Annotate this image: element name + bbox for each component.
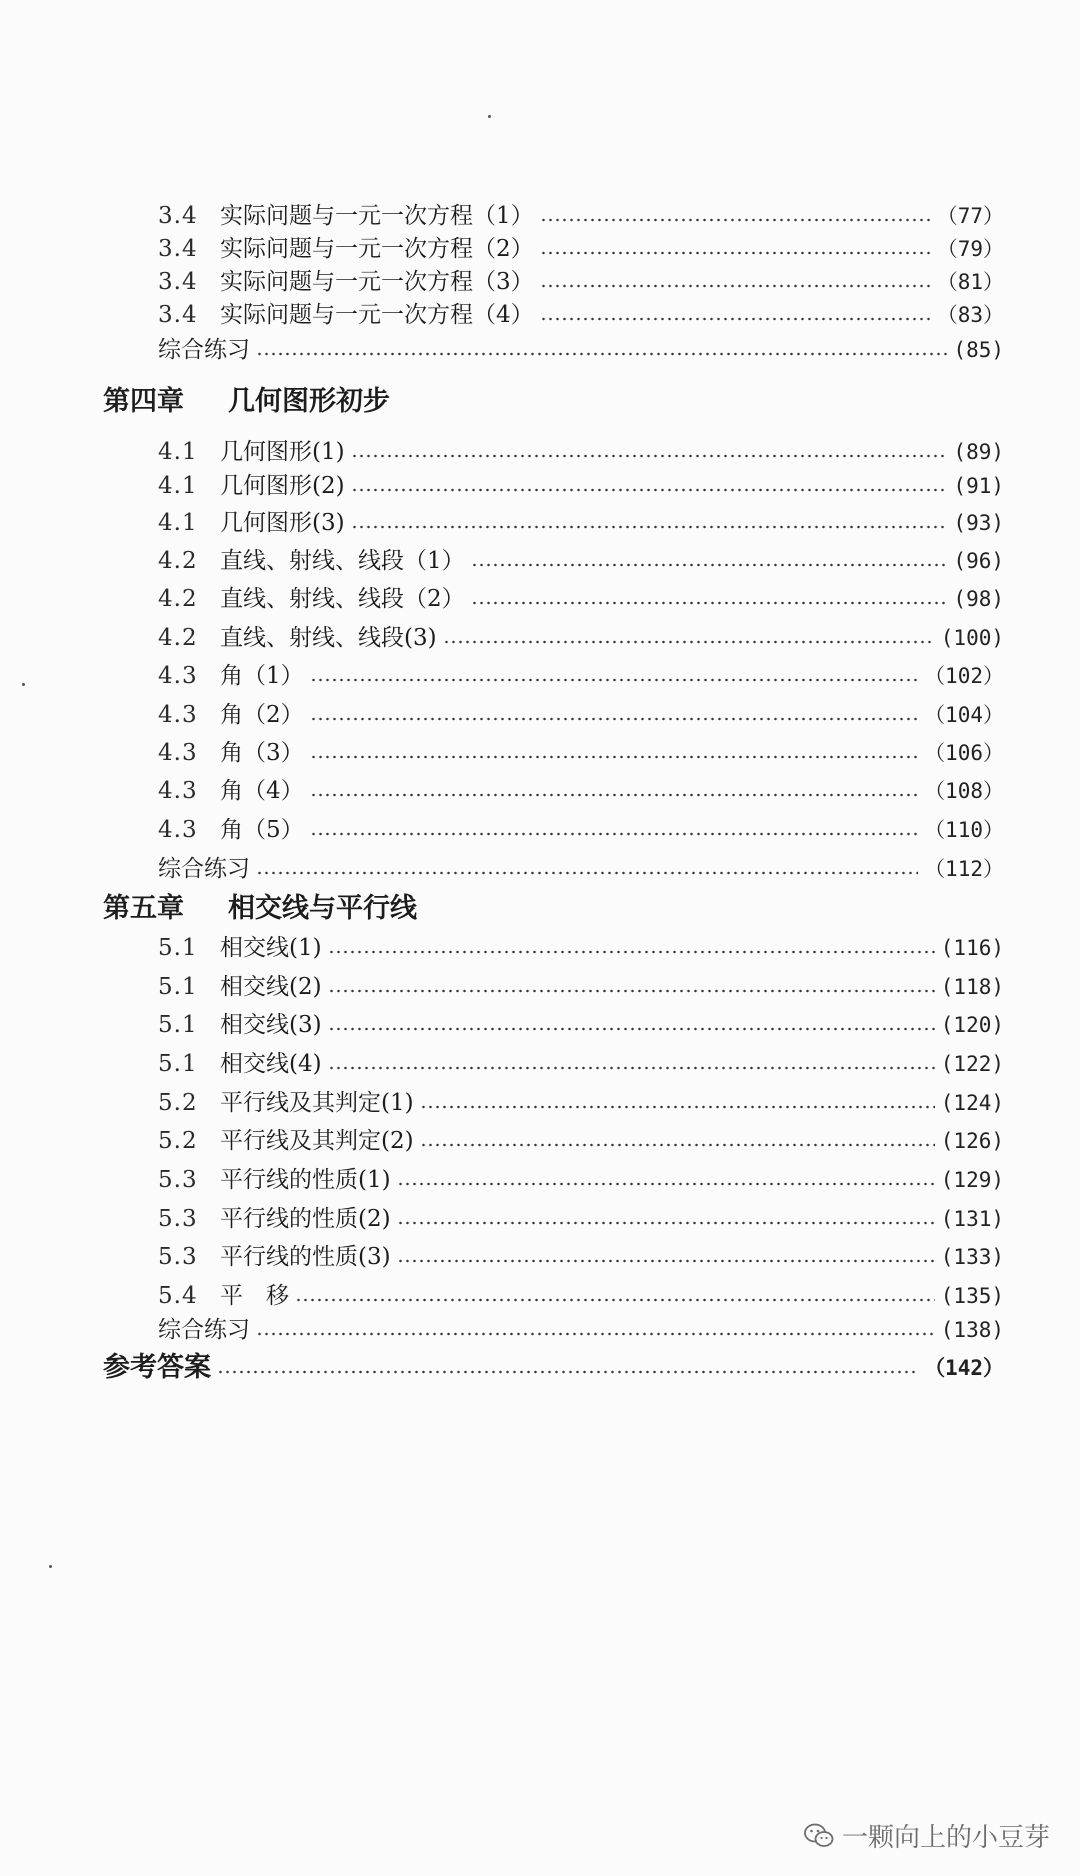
dot-leader bbox=[256, 871, 918, 875]
toc-entry[interactable] bbox=[158, 623, 1004, 653]
scan-speck bbox=[488, 115, 491, 118]
section-number: 4.2 bbox=[158, 586, 198, 612]
entry-title: 角（4） bbox=[220, 778, 304, 804]
entry-title: 角（5） bbox=[220, 817, 304, 843]
dot-leader bbox=[328, 1066, 935, 1070]
section-number: 3.4 bbox=[158, 236, 198, 262]
toc-entry[interactable] bbox=[158, 508, 1004, 538]
page-number: （142） bbox=[924, 1356, 1004, 1380]
dot-leader bbox=[295, 1298, 935, 1302]
dot-leader bbox=[310, 678, 918, 682]
section-number: 5.4 bbox=[158, 1283, 198, 1309]
dot-leader bbox=[351, 488, 948, 492]
page-number: （83） bbox=[936, 303, 1004, 327]
dot-leader bbox=[471, 601, 948, 605]
chapter-heading[interactable] bbox=[103, 894, 520, 924]
toc-entry[interactable] bbox=[158, 1049, 1004, 1079]
page-number: (138) bbox=[940, 1318, 1004, 1342]
section-number: 4.1 bbox=[158, 510, 198, 536]
chapter-title: 相交线与平行线 bbox=[228, 893, 417, 924]
page-number: (129) bbox=[940, 1168, 1004, 1192]
section-number: 5.1 bbox=[158, 1051, 198, 1077]
chapter-heading[interactable] bbox=[103, 387, 520, 417]
page-number: (85) bbox=[953, 338, 1004, 362]
entry-title: 实际问题与一元一次方程（1） bbox=[220, 203, 534, 229]
toc-entry[interactable] bbox=[158, 546, 1004, 576]
toc-summary-entry[interactable] bbox=[158, 854, 1004, 884]
dot-leader bbox=[310, 717, 918, 721]
watermark bbox=[804, 1817, 1050, 1854]
wechat-icon bbox=[804, 1823, 834, 1849]
dot-leader bbox=[351, 525, 948, 529]
page-number: (116) bbox=[940, 936, 1004, 960]
page-number: (135) bbox=[940, 1284, 1004, 1308]
toc-entry[interactable] bbox=[158, 437, 1004, 467]
section-number: 5.3 bbox=[158, 1206, 198, 1232]
dot-leader bbox=[443, 640, 935, 644]
page-number: (100) bbox=[940, 626, 1004, 650]
page-number: (124) bbox=[940, 1091, 1004, 1115]
entry-title: 平行线及其判定(2) bbox=[220, 1128, 414, 1154]
page-number: (133) bbox=[940, 1245, 1004, 1269]
toc-entry[interactable] bbox=[158, 1165, 1004, 1195]
dot-leader bbox=[420, 1143, 935, 1147]
toc-entry[interactable] bbox=[158, 1281, 1004, 1311]
page-number: （77） bbox=[936, 204, 1004, 228]
entry-title: 几何图形(3) bbox=[220, 510, 345, 536]
page-number: （104） bbox=[924, 703, 1004, 727]
toc-entry[interactable] bbox=[158, 300, 1004, 330]
page-number: (91) bbox=[953, 474, 1004, 498]
page-number: （110） bbox=[924, 818, 1004, 842]
page-number: (89) bbox=[953, 440, 1004, 464]
page-number: (93) bbox=[953, 511, 1004, 535]
entry-title: 综合练习 bbox=[158, 337, 250, 363]
toc-entry[interactable] bbox=[158, 1242, 1004, 1272]
entry-title: 角（2） bbox=[220, 702, 304, 728]
page-number: (118) bbox=[940, 975, 1004, 999]
dot-leader bbox=[420, 1105, 935, 1109]
dot-leader bbox=[217, 1370, 918, 1374]
toc-entry[interactable] bbox=[158, 661, 1004, 691]
page-number: (122) bbox=[940, 1052, 1004, 1076]
page-number: （102） bbox=[924, 664, 1004, 688]
dot-leader bbox=[328, 989, 935, 993]
toc-entry[interactable] bbox=[158, 471, 1004, 501]
chapter-number: 第四章 bbox=[103, 386, 184, 417]
page-number: (120) bbox=[940, 1013, 1004, 1037]
entry-title: 直线、射线、线段（2） bbox=[220, 586, 465, 612]
dot-leader bbox=[310, 793, 918, 797]
dot-leader bbox=[256, 1332, 935, 1336]
section-number: 5.1 bbox=[158, 935, 198, 961]
entry-title: 几何图形(2) bbox=[220, 473, 345, 499]
dot-leader bbox=[471, 563, 948, 567]
section-number: 4.3 bbox=[158, 740, 198, 766]
page-number: (96) bbox=[953, 549, 1004, 573]
section-number: 5.3 bbox=[158, 1167, 198, 1193]
section-number: 5.1 bbox=[158, 974, 198, 1000]
section-number: 4.2 bbox=[158, 625, 198, 651]
toc-entry[interactable] bbox=[158, 1204, 1004, 1234]
toc-entry[interactable] bbox=[158, 738, 1004, 768]
toc-entry[interactable] bbox=[158, 1088, 1004, 1118]
section-number: 3.4 bbox=[158, 269, 198, 295]
toc-entry[interactable] bbox=[158, 933, 1004, 963]
section-number: 5.2 bbox=[158, 1128, 198, 1154]
entry-title: 平 移 bbox=[220, 1283, 289, 1309]
toc-entry[interactable] bbox=[158, 1010, 1004, 1040]
page-number: （106） bbox=[924, 741, 1004, 765]
entry-title: 相交线(3) bbox=[220, 1012, 322, 1038]
section-number: 5.1 bbox=[158, 1012, 198, 1038]
entry-title: 直线、射线、线段（1） bbox=[220, 548, 465, 574]
section-number: 4.2 bbox=[158, 548, 198, 574]
watermark-text: 一颗向上的小豆芽 bbox=[841, 1823, 1050, 1853]
toc-entry[interactable] bbox=[158, 201, 1004, 231]
scan-speck bbox=[49, 1565, 52, 1568]
toc-entry[interactable] bbox=[158, 700, 1004, 730]
section-number: 4.1 bbox=[158, 473, 198, 499]
entry-title: 综合练习 bbox=[158, 1317, 250, 1343]
entry-title: 直线、射线、线段(3) bbox=[220, 625, 437, 651]
page-number: (131) bbox=[940, 1207, 1004, 1231]
toc-entry[interactable] bbox=[158, 815, 1004, 845]
chapter-number: 第五章 bbox=[103, 893, 184, 924]
dot-leader bbox=[256, 352, 947, 356]
entry-title: 实际问题与一元一次方程（4） bbox=[220, 302, 534, 328]
entry-title: 平行线的性质(1) bbox=[220, 1167, 391, 1193]
dot-leader bbox=[397, 1259, 935, 1263]
entry-title: 综合练习 bbox=[158, 856, 250, 882]
entry-title: 实际问题与一元一次方程（2） bbox=[220, 236, 534, 262]
entry-title: 几何图形(1) bbox=[220, 439, 345, 465]
toc-entry[interactable] bbox=[158, 972, 1004, 1002]
entry-title: 相交线(1) bbox=[220, 935, 322, 961]
toc-entry[interactable] bbox=[158, 584, 1004, 614]
section-number: 5.2 bbox=[158, 1090, 198, 1116]
toc-entry[interactable] bbox=[158, 267, 1004, 297]
entry-title: 平行线及其判定(1) bbox=[220, 1090, 414, 1116]
dot-leader bbox=[540, 251, 931, 255]
section-number: 4.3 bbox=[158, 663, 198, 689]
dot-leader bbox=[310, 832, 918, 836]
toc-entry[interactable] bbox=[158, 1126, 1004, 1156]
page-number: (98) bbox=[953, 587, 1004, 611]
page-number: （112） bbox=[924, 857, 1004, 881]
dot-leader bbox=[310, 755, 918, 759]
dot-leader bbox=[540, 284, 931, 288]
entry-title: 角（3） bbox=[220, 740, 304, 766]
entry-title: 相交线(4) bbox=[220, 1051, 322, 1077]
section-number: 5.3 bbox=[158, 1244, 198, 1270]
page-number: (126) bbox=[940, 1129, 1004, 1153]
entry-title: 平行线的性质(3) bbox=[220, 1244, 391, 1270]
dot-leader bbox=[328, 1027, 935, 1031]
dot-leader bbox=[351, 454, 948, 458]
toc-entry[interactable] bbox=[158, 234, 1004, 264]
answers-entry[interactable] bbox=[103, 1353, 1004, 1383]
entry-title: 角（1） bbox=[220, 663, 304, 689]
dot-leader bbox=[540, 317, 931, 321]
dot-leader bbox=[397, 1221, 935, 1225]
toc-summary-entry[interactable] bbox=[158, 1315, 1004, 1345]
entry-title: 相交线(2) bbox=[220, 974, 322, 1000]
section-number: 3.4 bbox=[158, 203, 198, 229]
scan-speck bbox=[22, 683, 25, 686]
dot-leader bbox=[397, 1182, 935, 1186]
entry-title: 实际问题与一元一次方程（3） bbox=[220, 269, 534, 295]
section-number: 4.3 bbox=[158, 778, 198, 804]
toc-entry[interactable] bbox=[158, 776, 1004, 806]
section-number: 4.3 bbox=[158, 702, 198, 728]
section-number: 4.1 bbox=[158, 439, 198, 465]
chapter-title: 几何图形初步 bbox=[228, 386, 390, 417]
dot-leader bbox=[540, 218, 931, 222]
entry-title: 参考答案 bbox=[103, 1352, 211, 1383]
page-number: （79） bbox=[936, 237, 1004, 261]
dot-leader bbox=[328, 950, 935, 954]
toc-summary-entry[interactable] bbox=[158, 335, 1004, 365]
entry-title: 平行线的性质(2) bbox=[220, 1206, 391, 1232]
section-number: 4.3 bbox=[158, 817, 198, 843]
page-number: （81） bbox=[936, 270, 1004, 294]
page-number: （108） bbox=[924, 779, 1004, 803]
section-number: 3.4 bbox=[158, 302, 198, 328]
